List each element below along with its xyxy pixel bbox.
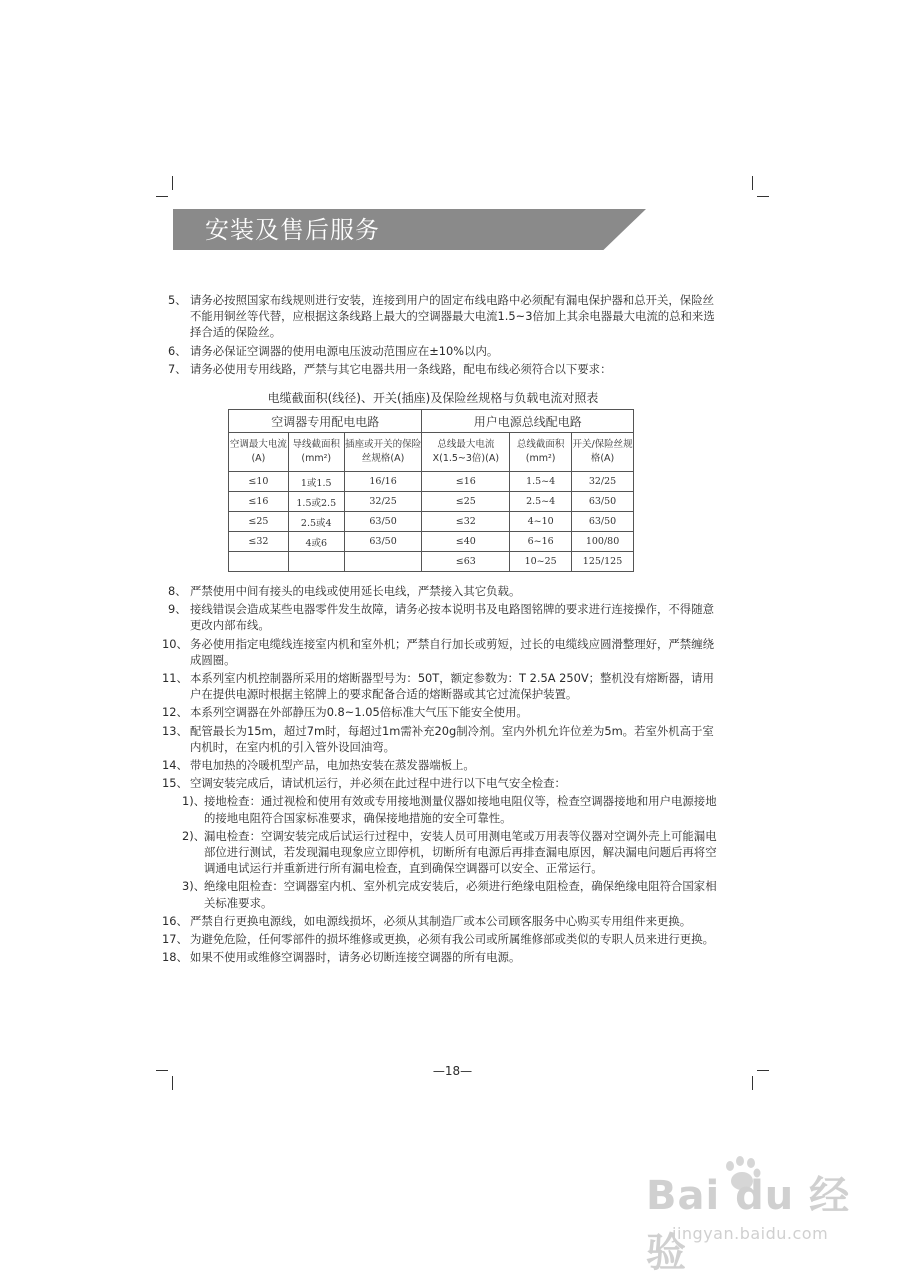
item-number: 9、 bbox=[168, 602, 187, 617]
table-cell: ≤63 bbox=[422, 552, 510, 572]
page-number: —18— bbox=[432, 1064, 473, 1078]
column-header: 开关/保险丝规格(A) bbox=[572, 433, 634, 472]
table-cell: 32/25 bbox=[572, 472, 634, 492]
table-cell: ≤10 bbox=[229, 472, 289, 492]
column-header: 空调最大电流(A) bbox=[229, 433, 289, 472]
list-item bbox=[162, 775, 724, 791]
table-cell: 1.5或2.5 bbox=[288, 492, 344, 512]
item-text: 带电加热的冷暖机型产品，电加热安装在蒸发器端板上。 bbox=[190, 758, 475, 773]
table-cell: 125/125 bbox=[572, 552, 634, 572]
column-header: 总线截面积(mm²) bbox=[510, 433, 572, 472]
item-text: 严禁使用中间有接头的电线或使用延长电线，严禁接入其它负载。 bbox=[190, 584, 521, 598]
item-text: 接线错误会造成某些电器零件发生故障，请务必按本说明书及电路图铭牌的要求进行连接操作，不得随意更改内部布线。 bbox=[190, 602, 714, 633]
item-number: 11、 bbox=[162, 671, 188, 686]
table-cell bbox=[288, 552, 344, 572]
item-text: 请务必使用专用线路，严禁与其它电器共用一条线路，配电布线必须符合以下要求： bbox=[190, 361, 612, 376]
table-row bbox=[229, 532, 634, 552]
item-number: 16、 bbox=[162, 913, 188, 928]
table-cell: 32/25 bbox=[344, 492, 422, 512]
table-cell bbox=[344, 552, 422, 572]
watermark-url: jingyan.baidu.com bbox=[672, 1224, 829, 1243]
sub-list-item bbox=[168, 828, 724, 877]
list-item bbox=[162, 723, 724, 755]
table-cell: 2.5~4 bbox=[510, 492, 572, 512]
item-number: 14、 bbox=[162, 758, 188, 773]
list-item bbox=[162, 636, 724, 668]
table-cell: 6~16 bbox=[510, 532, 572, 552]
section-title: 安装及售后服务 bbox=[205, 216, 380, 244]
crop-mark bbox=[752, 176, 753, 190]
watermark-logo: Bai du 经验 bbox=[646, 1173, 851, 1276]
item-text: 本系列空调器在外部静压为0.8~1.05倍标准大气压下能安全使用。 bbox=[190, 705, 528, 720]
sub-list-item bbox=[168, 793, 724, 825]
table-caption: 电缆截面积(线径)、开关(插座)及保险丝规格与负载电流对照表 bbox=[267, 391, 599, 405]
table-cell: 1或1.5 bbox=[288, 472, 344, 492]
item-text: 为避免危险，任何零部件的损坏维修或更换，必须有我公司或所属维修部或类似的专职人员来进行更换。 bbox=[190, 932, 714, 947]
sub-item-number: 1)、 bbox=[182, 794, 206, 809]
item-text: 务必使用指定电缆线连接室内机和室外机；严禁自行加长或剪短，过长的电缆线应圆滑整理好，严禁缠绕成圆圈。 bbox=[190, 636, 714, 667]
column-header: 插座或开关的保险丝规格(A) bbox=[344, 433, 422, 472]
list-item bbox=[168, 292, 724, 341]
item-number: 13、 bbox=[162, 723, 188, 738]
table-row bbox=[229, 472, 634, 492]
item-text: 本系列室内机控制器所采用的熔断器型号为：50T，额定参数为：T 2.5A 250V；整机没有熔断器，请用户在提供电源时根据主铭牌上的要求配备合适的熔断器或其它过流保护装置。 bbox=[190, 671, 714, 702]
item-number: 17、 bbox=[162, 932, 188, 947]
table-cell: 10~25 bbox=[510, 552, 572, 572]
table-cell: 16/16 bbox=[344, 472, 422, 492]
crop-mark bbox=[156, 196, 168, 197]
table-row bbox=[229, 552, 634, 572]
crop-mark bbox=[172, 1076, 173, 1090]
item-number: 5、 bbox=[168, 293, 187, 307]
sub-item-text: 绝缘电阻检查：空调器室内机、室外机完成安装后，必须进行绝缘电阻检查，确保绝缘电阻符合国家相关标准要求。 bbox=[204, 879, 717, 910]
list-item bbox=[162, 913, 724, 929]
list-item bbox=[168, 601, 724, 633]
item-number: 15、 bbox=[162, 776, 188, 791]
table-group-header: 用户电源总线配电路 bbox=[422, 410, 634, 433]
table-row bbox=[229, 492, 634, 512]
table-cell: ≤16 bbox=[229, 492, 289, 512]
item-number: 18、 bbox=[162, 950, 188, 965]
item-text: 如果不使用或维修空调器时，请务必切断连接空调器的所有电源。 bbox=[190, 950, 521, 965]
table-cell: ≤25 bbox=[229, 512, 289, 532]
table-cell: 2.5或4 bbox=[288, 512, 344, 532]
table-row bbox=[229, 512, 634, 532]
table-cell: 100/80 bbox=[572, 532, 634, 552]
crop-mark bbox=[752, 1076, 753, 1090]
table-cell: 4~10 bbox=[510, 512, 572, 532]
table-cell: 4或6 bbox=[288, 532, 344, 552]
list-item bbox=[162, 704, 724, 720]
list-item bbox=[162, 949, 724, 965]
column-header: 导线截面积(mm²) bbox=[288, 433, 344, 472]
table-group-header: 空调器专用配电电路 bbox=[229, 410, 422, 433]
table-cell: 1.5~4 bbox=[510, 472, 572, 492]
column-header: 总线最大电流X(1.5~3倍)(A) bbox=[422, 433, 510, 472]
item-text: 请务必保证空调器的使用电源电压波动范围应在±10%以内。 bbox=[190, 343, 499, 358]
sub-item-text: 漏电检查：空调安装完成后试运行过程中，安装人员可用测电笔或万用表等仪器对空调外壳上可能漏电部位进行测试，若发现漏电现象应立即停机，切断所有电源后再排查漏电原因，解决漏电问题后再将空调通电试运行并重新进行所有漏电检查，直到确保空调器可以安全、正常运行。 bbox=[204, 828, 717, 876]
table-cell: 63/50 bbox=[344, 532, 422, 552]
item-text: 严禁自行更换电源线，如电源线损坏，必须从其制造厂或本公司顾客服务中心购买专用组件来更换。 bbox=[190, 913, 692, 928]
spec-table bbox=[228, 409, 634, 572]
table-cell: 63/50 bbox=[572, 512, 634, 532]
instructions-bottom bbox=[162, 583, 724, 967]
list-item bbox=[168, 343, 724, 359]
item-number: 10、 bbox=[162, 636, 188, 651]
sub-list-item bbox=[168, 878, 724, 910]
item-number: 12、 bbox=[162, 705, 188, 720]
item-number: 6、 bbox=[168, 343, 187, 358]
table-cell: 63/50 bbox=[344, 512, 422, 532]
table-cell: ≤32 bbox=[422, 512, 510, 532]
crop-mark bbox=[172, 176, 173, 190]
item-number: 7、 bbox=[168, 361, 187, 376]
table-cell: ≤16 bbox=[422, 472, 510, 492]
table-cell bbox=[229, 552, 289, 572]
watermark bbox=[640, 1150, 890, 1276]
item-text: 空调安装完成后，请试机运行，并必须在此过程中进行以下电气安全检查： bbox=[190, 776, 566, 791]
list-item bbox=[168, 361, 724, 377]
instructions-top bbox=[168, 292, 724, 379]
item-text: 请务必按照国家布线规则进行安装，连接到用户的固定布线电路中必须配有漏电保护器和总开关，保险丝不能用铜丝等代替，应根据这条线路上最大的空调器最大电流1.5~3倍加上其余电器最大电流的总和来选择合适的保险丝。 bbox=[190, 293, 715, 340]
table-cell: ≤25 bbox=[422, 492, 510, 512]
table-cell: ≤40 bbox=[422, 532, 510, 552]
sub-item-number: 2)、 bbox=[182, 828, 206, 843]
table-cell: 63/50 bbox=[572, 492, 634, 512]
list-item bbox=[162, 757, 724, 773]
item-text: 配管最长为15m，超过7m时，每超过1m需补充20g制冷剂。室内外机允许位差为5m。若室外机高于室内机时，在室内机的引入管外设回油弯。 bbox=[190, 723, 714, 754]
sub-item-text: 接地检查：通过视检和使用有效或专用接地测量仪器如接地电阻仪等，检查空调器接地和用户电源接地的接地电阻符合国家标准要求，确保接地措施的安全可靠性。 bbox=[204, 794, 717, 825]
table-cell: ≤32 bbox=[229, 532, 289, 552]
crop-mark bbox=[757, 196, 769, 197]
list-item bbox=[162, 670, 724, 702]
list-item bbox=[162, 931, 724, 947]
item-number: 8、 bbox=[168, 584, 187, 598]
sub-item-number: 3)、 bbox=[182, 879, 206, 894]
list-item bbox=[168, 583, 724, 599]
